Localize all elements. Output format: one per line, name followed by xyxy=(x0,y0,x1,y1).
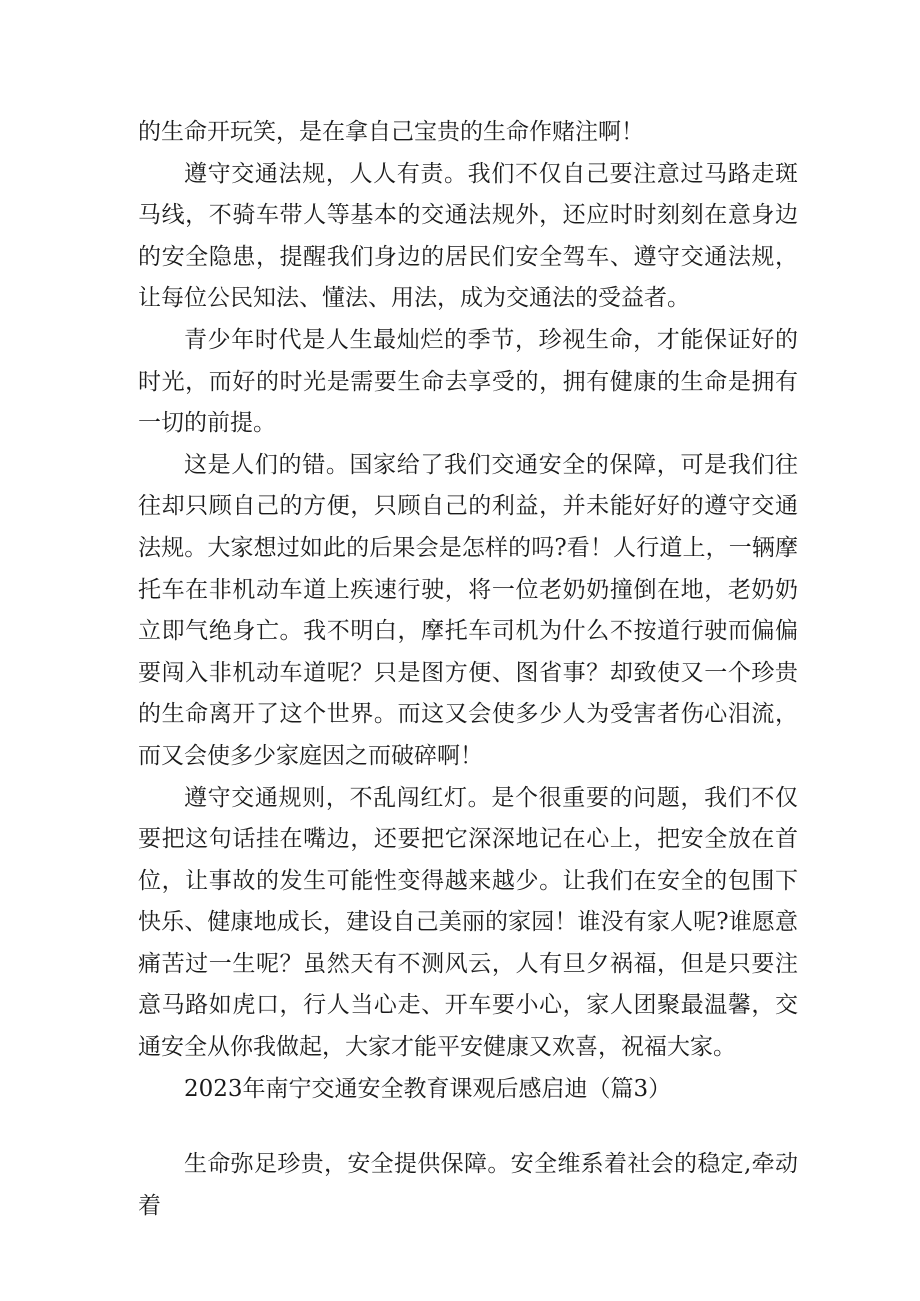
paragraph-obey-traffic-laws: 遵守交通法规，人人有责。我们不仅自己要注意过马路走斑马线，不骑车带人等基本的交通法规外，还应时时刻刻在意身边的安全隐患，提醒我们身边的居民们安全驾车、遵守交通法规，让每位公民知法、懂法、用法，成为交通法的受益者。 xyxy=(138,160,798,312)
paragraph-peoples-mistake: 这是人们的错。国家给了我们交通安全的保障，可是我们往往却只顾自己的方便，只顾自己的利益，并未能好好的遵守交通法规。大家想过如此的后果会是怎样的吗?看！人行道上，一辆摩托车在非机动车道上疾速行驶，将一位老奶奶撞倒在地，老奶奶立即气绝身亡。我不明白，摩托车司机为什么不按道行驶而偏偏要闯入非机动车道呢？只是图方便、图省事？却致使又一个珍贵的生命离开了这个世界。而这又会使多少人为受害者伤心泪流，而又会使多少家庭因之而破碎啊！ xyxy=(138,451,798,769)
section-heading: 2023年南宁交通安全教育课观后感启迪（篇3） xyxy=(184,1075,672,1102)
paragraph-youth: 青少年时代是人生最灿烂的季节，珍视生命，才能保证好的时光，而好的时光是需要生命去享受的，拥有健康的生命是拥有一切的前提。 xyxy=(138,326,798,437)
paragraph-life-precious: 生命弥足珍贵，安全提供保障。安全维系着社会的稳定,牵动着 xyxy=(138,1151,798,1219)
paragraph-red-light: 遵守交通规则，不乱闯红灯。是个很重要的问题，我们不仅要把这句话挂在嘴边，还要把它深深地记在心上，把安全放在首位，让事故的发生可能性变得越来越少。让我们在安全的包围下快乐、健康地成长，建设自己美丽的家园！谁没有家人呢?谁愿意痛苦过一生呢？虽然天有不测风云，人有旦夕祸福，但是只要注意马路如虎口，行人当心走、开车要小心，家人团聚最温馨，交通安全从你我做起，大家才能平安健康又欢喜，祝福大家。 xyxy=(138,784,798,1061)
document-body xyxy=(138,112,798,1227)
paragraph-continuation: 的生命开玩笑，是在拿自己宝贵的生命作赌注啊！ xyxy=(138,119,644,145)
